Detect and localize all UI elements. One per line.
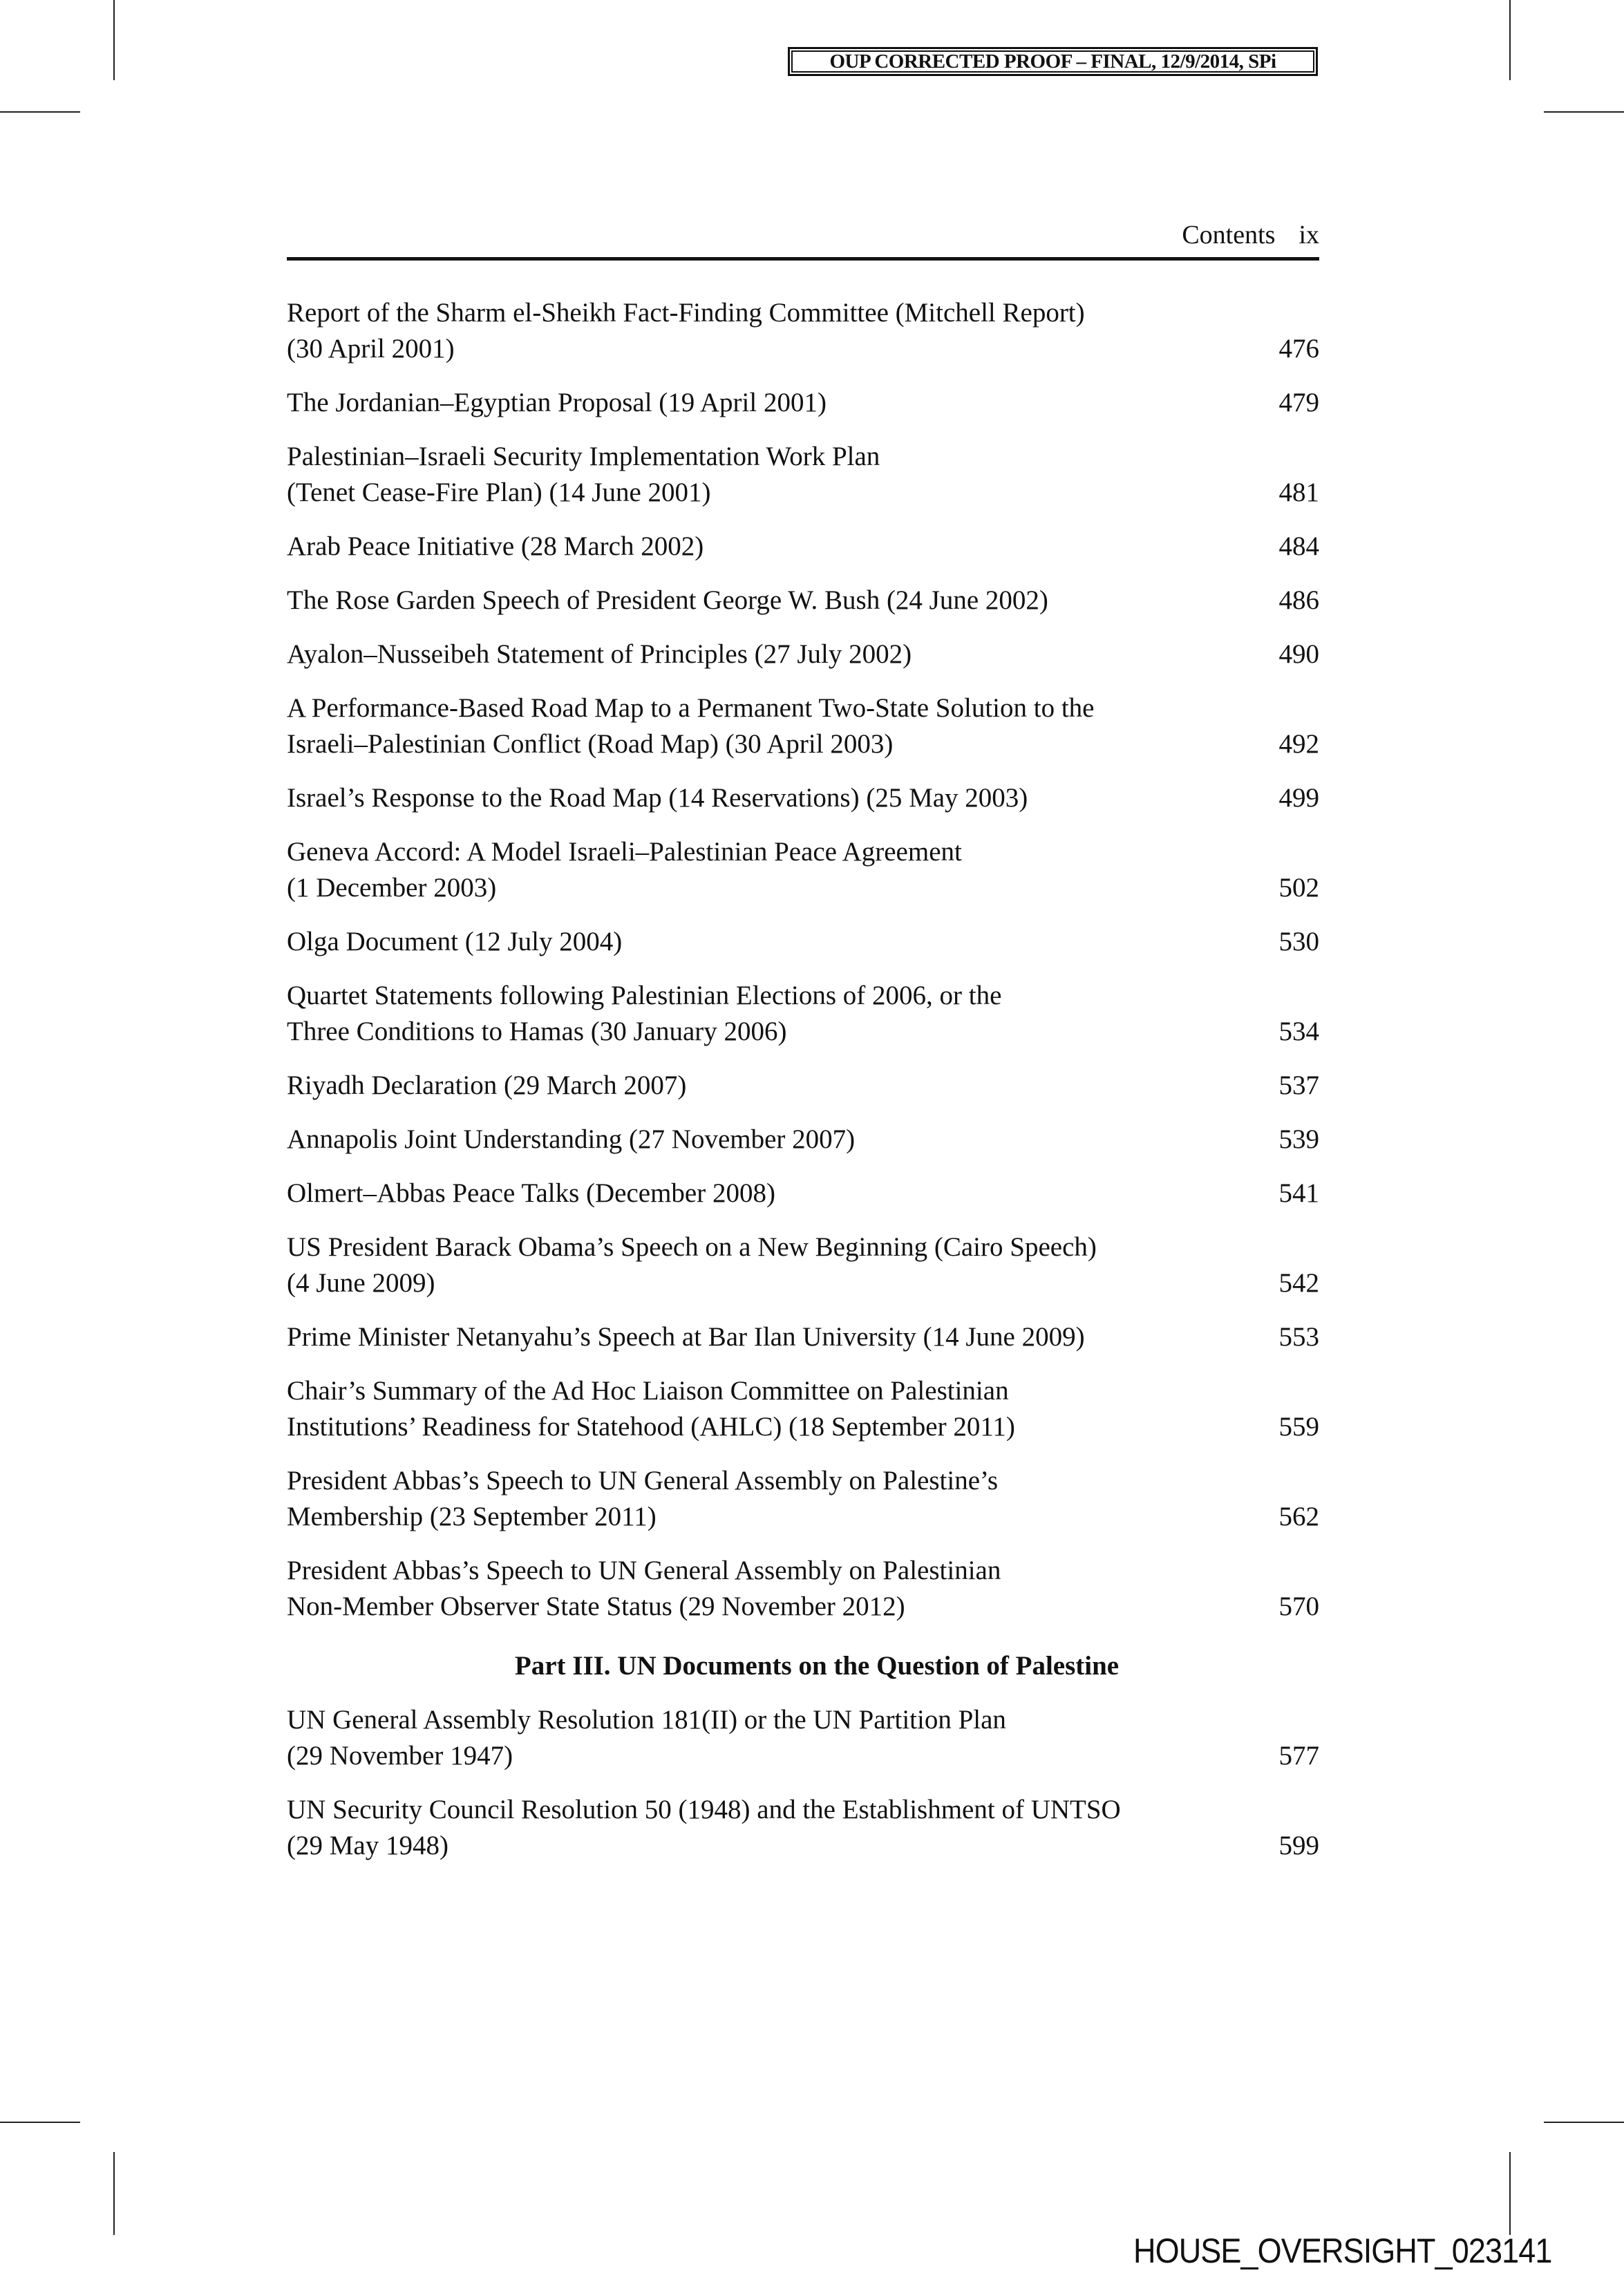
crop-mark: [1509, 2152, 1511, 2235]
toc-entry-page: 530: [1278, 927, 1319, 956]
header-rule: [287, 257, 1319, 261]
toc-entry: [287, 1792, 1319, 1864]
toc-entry-page: 492: [1278, 729, 1319, 759]
toc-entry-title-line: Arab Peace Initiative (28 March 2002): [287, 531, 704, 561]
toc-entry-title-line: Palestinian–Israeli Security Implementation Work Plan: [287, 442, 880, 471]
toc-entries-part-ii: [287, 295, 1319, 1625]
toc-entry-title-line: The Jordanian–Egyptian Proposal (19 April 2001): [287, 388, 827, 417]
toc-entry-title-line: (30 April 2001): [287, 334, 455, 364]
toc-entry-page: 534: [1278, 1017, 1319, 1046]
toc-entry-title: [287, 690, 1094, 762]
toc-entry-title-line: (1 December 2003): [287, 873, 497, 903]
toc-entry: [287, 1319, 1319, 1355]
toc-entry-title-line: Olga Document (12 July 2004): [287, 927, 623, 956]
toc-entry-title-line: Chair’s Summary of the Ad Hoc Liaison Committee on Palestinian: [287, 1376, 1009, 1406]
toc-entry-title-line: UN General Assembly Resolution 181(II) or the UN Partition Plan: [287, 1705, 1006, 1735]
running-head-title: Contents: [1182, 220, 1276, 249]
toc-entry: [287, 1122, 1319, 1158]
toc-entry: [287, 924, 1319, 960]
running-head: [287, 220, 1319, 250]
toc-entry-page: 559: [1278, 1412, 1319, 1442]
toc-entry-title: [287, 924, 622, 960]
toc-entry-title-line: (4 June 2009): [287, 1268, 435, 1298]
toc-entry: [287, 1229, 1319, 1301]
toc-entries-part-iii: [287, 1702, 1319, 1864]
toc-entry: [287, 1463, 1319, 1535]
toc-entry-title: [287, 978, 1001, 1050]
toc-entry: [287, 834, 1319, 906]
crop-mark: [113, 0, 115, 80]
crop-mark: [113, 2152, 115, 2235]
toc-entry-title-line: Ayalon–Nusseibeh Statement of Principles (27 July 2002): [287, 639, 912, 669]
table-of-contents: [287, 295, 1319, 1882]
toc-entry-title-line: Quartet Statements following Palestinian Elections of 2006, or the: [287, 981, 1002, 1010]
toc-entry-title-line: US President Barack Obama’s Speech on a New Beginning (Cairo Speech): [287, 1232, 1097, 1262]
toc-entry-title: [287, 636, 912, 672]
toc-entry-page: 599: [1278, 1831, 1319, 1860]
proof-stamp: [788, 47, 1318, 76]
toc-entry-title-line: The Rose Garden Speech of President George W. Bush (24 June 2002): [287, 585, 1048, 615]
toc-entry-title-line: Membership (23 September 2011): [287, 1502, 657, 1531]
toc-entry: [287, 1373, 1319, 1445]
toc-entry-title: [287, 780, 1028, 816]
toc-entry-page: 484: [1278, 531, 1319, 561]
toc-entry-title: [287, 1792, 1121, 1864]
toc-entry-title-line: Israel’s Response to the Road Map (14 Reservations) (25 May 2003): [287, 783, 1028, 813]
toc-entry-title-line: Institutions’ Readiness for Statehood (AHLC) (18 September 2011): [287, 1412, 1015, 1442]
crop-mark: [1544, 111, 1624, 113]
toc-entry: [287, 780, 1319, 816]
toc-entry-title-line: Geneva Accord: A Model Israeli–Palestinian Peace Agreement: [287, 837, 962, 867]
toc-entry-page: 577: [1278, 1741, 1319, 1771]
toc-entry-page: 479: [1278, 388, 1319, 417]
toc-entry: [287, 690, 1319, 762]
toc-entry-title: [287, 583, 1048, 619]
toc-entry-title-line: Non-Member Observer State Status (29 November 2012): [287, 1592, 905, 1621]
toc-entry-page: 562: [1278, 1502, 1319, 1531]
toc-entry-title-line: Prime Minister Netanyahu’s Speech at Bar Ilan University (14 June 2009): [287, 1322, 1085, 1352]
toc-entry-title: [287, 1229, 1097, 1301]
toc-entry: [287, 636, 1319, 672]
toc-entry-title-line: Olmert–Abbas Peace Talks (December 2008): [287, 1178, 775, 1208]
toc-entry-title-line: UN Security Council Resolution 50 (1948) and the Establishment of UNTSO: [287, 1795, 1121, 1824]
toc-entry: [287, 529, 1319, 565]
crop-mark: [1509, 0, 1511, 80]
crop-mark: [1544, 2122, 1624, 2123]
toc-entry: [287, 1068, 1319, 1104]
toc-entry: [287, 439, 1319, 511]
toc-entry-title: [287, 1068, 686, 1104]
toc-entry-page: 541: [1278, 1178, 1319, 1208]
toc-entry-title-line: President Abbas’s Speech to UN General Assembly on Palestine’s: [287, 1466, 999, 1495]
toc-entry-page: 570: [1278, 1592, 1319, 1621]
toc-entry-page: 502: [1278, 873, 1319, 903]
toc-entry-title-line: Riyadh Declaration (29 March 2007): [287, 1070, 687, 1100]
toc-entry-page: 553: [1278, 1322, 1319, 1352]
toc-entry-title-line: Report of the Sharm el-Sheikh Fact-Finding Committee (Mitchell Report): [287, 298, 1085, 328]
toc-entry-title: [287, 529, 704, 565]
toc-entry-page: 537: [1278, 1070, 1319, 1100]
toc-entry-title: [287, 1176, 775, 1211]
crop-mark: [0, 2122, 80, 2123]
toc-entry-title: [287, 1553, 1001, 1625]
toc-entry: [287, 1176, 1319, 1211]
toc-entry-title-line: Israeli–Palestinian Conflict (Road Map) (30 April 2003): [287, 729, 894, 759]
toc-entry-page: 490: [1278, 639, 1319, 669]
toc-entry-title-line: Three Conditions to Hamas (30 January 2006): [287, 1017, 787, 1046]
toc-entry: [287, 978, 1319, 1050]
toc-entry-title: [287, 1319, 1085, 1355]
toc-entry-title-line: (Tenet Cease-Fire Plan) (14 June 2001): [287, 478, 711, 507]
toc-entry: [287, 385, 1319, 421]
toc-entry-title: [287, 385, 827, 421]
running-head-page: ix: [1299, 220, 1319, 249]
toc-entry-title-line: A Performance-Based Road Map to a Permanent Two-State Solution to the: [287, 693, 1095, 723]
toc-entry-title: [287, 1373, 1015, 1445]
toc-entry-title: [287, 834, 962, 906]
toc-entry-page: 476: [1278, 334, 1319, 364]
crop-mark: [0, 111, 80, 113]
toc-entry-page: 486: [1278, 585, 1319, 615]
toc-entry-title: [287, 295, 1085, 367]
toc-entry-title: [287, 439, 880, 511]
toc-entry-page: 499: [1278, 783, 1319, 813]
toc-entry-page: 542: [1278, 1268, 1319, 1298]
toc-entry-title-line: (29 May 1948): [287, 1831, 449, 1860]
toc-entry-title: [287, 1702, 1006, 1774]
toc-entry-title: [287, 1122, 855, 1158]
toc-entry: [287, 1553, 1319, 1625]
toc-entry: [287, 583, 1319, 619]
toc-entry-title-line: (29 November 1947): [287, 1741, 513, 1771]
proof-stamp-text: OUP CORRECTED PROOF – FINAL, 12/9/2014, SPi: [791, 50, 1314, 73]
part-heading: Part III. UN Documents on the Question of Palestine: [514, 1651, 1120, 1681]
toc-entry-title-line: Annapolis Joint Understanding (27 November 2007): [287, 1124, 856, 1154]
toc-entry: [287, 295, 1319, 367]
toc-entry-title: [287, 1463, 998, 1535]
bates-number: HOUSE_OVERSIGHT_023141: [1133, 2231, 1552, 2270]
toc-entry-page: 539: [1278, 1124, 1319, 1154]
toc-entry: [287, 1702, 1319, 1774]
toc-entry-page: 481: [1278, 478, 1319, 507]
toc-entry-title-line: President Abbas’s Speech to UN General Assembly on Palestinian: [287, 1556, 1001, 1585]
